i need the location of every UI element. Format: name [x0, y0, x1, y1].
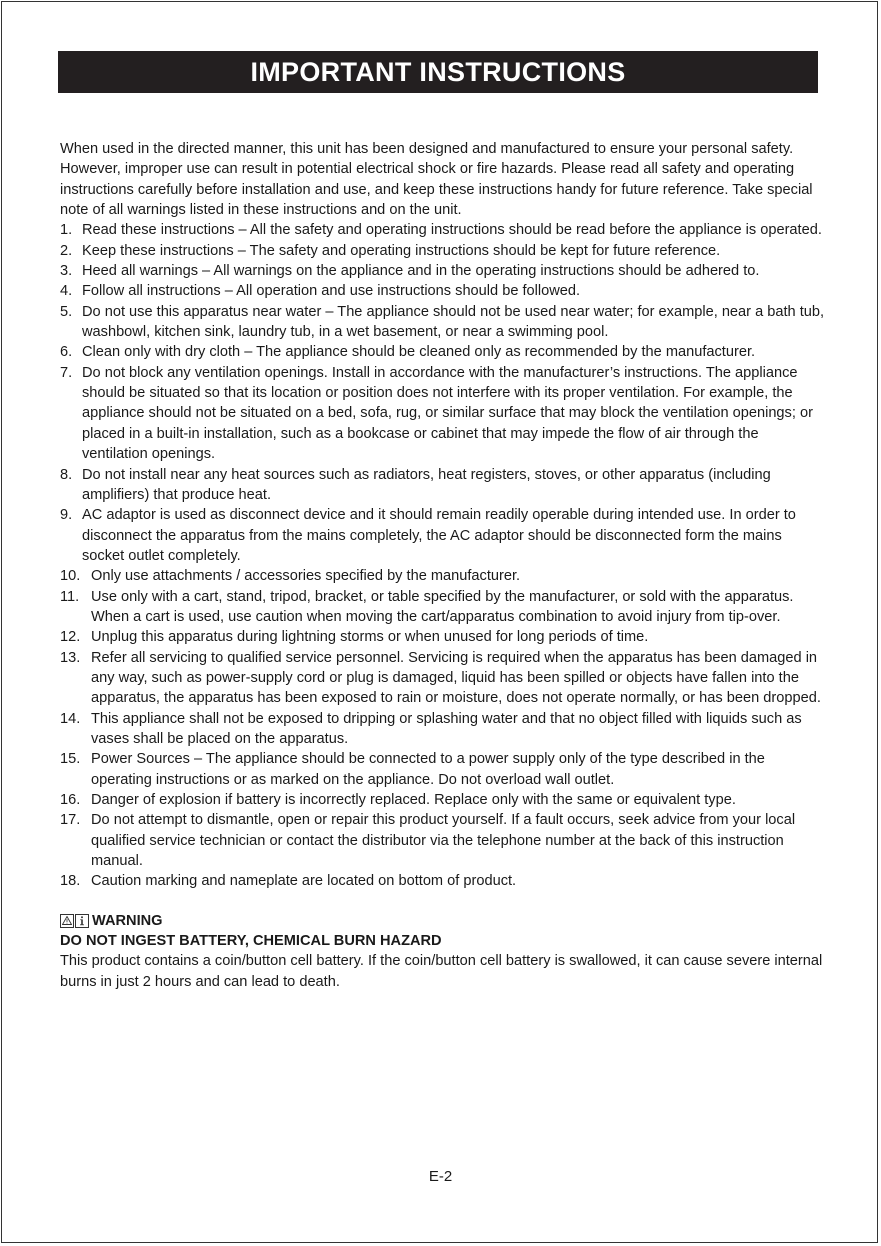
intro-paragraph: When used in the directed manner, this unit has been designed and manufactured to ensure your personal safety. However, improper use can result in potential electrical shock or fire hazards. Please read all safety and operating instructions carefully before installation and use, and keep these instructions handy for future reference. Take special note of all warnings listed in these instructions and on the unit. — [60, 141, 813, 219]
instruction-item — [60, 281, 826, 301]
instruction-text: Unplug this apparatus during lightning storms or when unused for long periods of time. — [91, 629, 649, 646]
instruction-text: Refer all servicing to qualified service personnel. Servicing is required when the apparatus has been damaged in any way, such as power-supply cord or plug is damaged, liquid has been spilled or objects have fallen into the apparatus, the apparatus has been exposed to rain or moisture, does not operate normally, or has been dropped. — [91, 649, 821, 707]
instruction-number: 7. — [60, 364, 73, 381]
instruction-text: Do not install near any heat sources such as radiators, heat registers, stoves, or other apparatus (including amplifiers) that produce heat. — [82, 466, 771, 503]
instruction-number: 2. — [60, 242, 73, 259]
instruction-list — [60, 220, 826, 891]
instruction-number: 11. — [60, 588, 80, 605]
instruction-number: 9. — [60, 507, 73, 524]
instruction-text: Do not block any ventilation openings. Install in accordance with the manufacturer’s instructions. The appliance should be situated so that its location or position does not interfere with its proper ventilation. For example, the appliance should not be situated on a bed, sofa, rug, or similar surface that may block the ventilation openings; or placed in a built-in installation, such as a bookcase or cabinet that may impede the flow of air through the ventilation openings. — [82, 364, 813, 463]
instruction-item — [60, 648, 826, 709]
instruction-number: 16. — [60, 792, 81, 808]
instruction-number: 4. — [60, 283, 73, 300]
instruction-number: 1. — [60, 222, 73, 239]
instruction-item — [60, 709, 826, 750]
instruction-text: Keep these instructions – The safety and operating instructions should be kept for future reference. — [82, 242, 721, 259]
instruction-item — [60, 241, 826, 261]
instruction-number: 15. — [60, 751, 81, 768]
instruction-item — [60, 363, 826, 465]
instruction-item — [60, 505, 826, 566]
warning-text: This product contains a coin/button cell battery. If the coin/button cell battery is swallowed, it can cause severe internal burns in just 2 hours and can lead to death. — [60, 953, 823, 990]
instruction-item — [60, 790, 826, 810]
instruction-text: Heed all warnings – All warnings on the appliance and in the operating instructions should be adhered to. — [82, 263, 760, 280]
instruction-number: 12. — [60, 629, 81, 646]
instruction-text: Power Sources – The appliance should be connected to a power supply only of the type described in the operating instructions or as marked on the appliance. Do not overload wall outlet. — [91, 751, 765, 788]
instruction-number: 18. — [60, 873, 81, 890]
page-title: IMPORTANT INSTRUCTIONS — [250, 56, 626, 87]
instruction-item — [60, 342, 826, 362]
instruction-text: Clean only with dry cloth – The appliance should be cleaned only as recommended by the manufacturer. — [82, 344, 756, 361]
instruction-text: AC adaptor is used as disconnect device and it should remain readily operable during intended use. In order to disconnect the apparatus from the mains completely, the AC adaptor should be disconnected form the mains socket outlet completely. — [82, 507, 796, 564]
hazard-heading: DO NOT INGEST BATTERY, CHEMICAL BURN HAZARD — [60, 933, 442, 950]
instruction-item — [60, 220, 826, 240]
instruction-number: 17. — [60, 812, 81, 829]
instruction-item — [60, 871, 826, 891]
page-number: E-2 — [428, 1168, 453, 1185]
instruction-text: Only use attachments / accessories specified by the manufacturer. — [91, 568, 521, 585]
instruction-item — [60, 566, 826, 586]
instruction-item — [60, 261, 826, 281]
instruction-item — [60, 810, 826, 871]
instruction-text: Do not use this apparatus near water – The appliance should not be used near water; for example, near a bath tub, washbowl, kitchen sink, laundry tub, in a wet basement, or near a swimming pool. — [82, 303, 825, 341]
instruction-item — [60, 465, 826, 506]
instruction-text: Follow all instructions – All operation and use instructions should be followed. — [82, 283, 581, 300]
warning-icons — [60, 914, 90, 928]
instruction-text: Danger of explosion if battery is incorrectly replaced. Replace only with the same or equivalent type. — [91, 792, 736, 808]
instruction-number: 13. — [60, 649, 81, 666]
instruction-number: 10. — [60, 568, 81, 585]
instruction-text: Use only with a cart, stand, tripod, bracket, or table specified by the manufacturer, or sold with the apparatus. When a cart is used, use caution when moving the cart/apparatus combination to avoid injury from tip-over. — [91, 588, 794, 625]
instruction-number: 8. — [60, 466, 73, 483]
instruction-text: Do not attempt to dismantle, open or repair this product yourself. If a fault occurs, seek advice from your local qualified service technician or contact the distributor via the telephone number at the back of this instruction manual. — [91, 812, 796, 870]
instructions-content — [60, 139, 826, 992]
title-banner — [58, 51, 818, 93]
instruction-item — [60, 749, 826, 790]
instruction-item — [60, 302, 826, 343]
instruction-item — [60, 587, 826, 628]
instruction-text: Read these instructions – All the safety and operating instructions should be read before the appliance is operated. — [82, 222, 822, 239]
instruction-number: 3. — [60, 263, 73, 280]
instruction-number: 6. — [60, 344, 73, 361]
instruction-text: This appliance shall not be exposed to dripping or splashing water and that no object filled with liquids such as vases shall be placed on the apparatus. — [91, 710, 802, 747]
info-icon — [75, 914, 89, 928]
instruction-item — [60, 627, 826, 647]
instruction-number: 14. — [60, 710, 81, 727]
instruction-number: 5. — [60, 303, 73, 320]
warning-triangle-icon — [60, 914, 74, 928]
warning-label: WARNING — [92, 912, 163, 929]
instruction-text: Caution marking and nameplate are located on bottom of product. — [91, 873, 517, 890]
warning-block — [60, 911, 826, 992]
warning-heading — [60, 911, 826, 931]
